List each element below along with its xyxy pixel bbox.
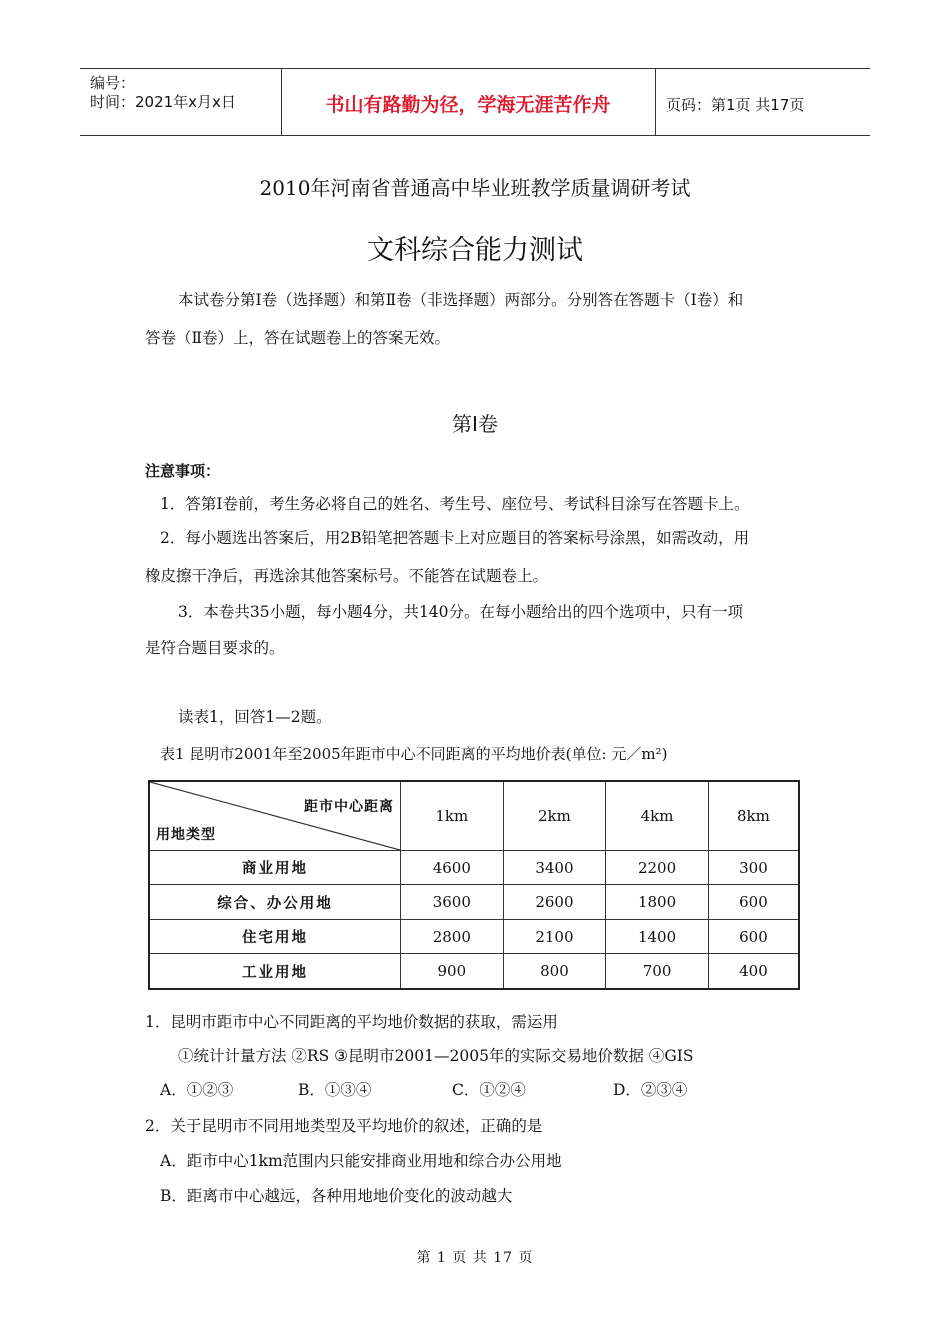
exam-title: 2010年河南省普通高中毕业班教学质量调研考试 — [259, 176, 691, 200]
q1-option-d: D．②③④ — [613, 1081, 688, 1099]
corner-label-landtype: 用地类型 — [156, 827, 216, 843]
table-cell: 3400 — [503, 851, 606, 885]
q1-option-c: C．①②④ — [452, 1081, 526, 1099]
notice-item-2-line-1: 2．每小题选出答案后，用2B铅笔把答题卡上对应题目的答案标号涂黑，如需改动，用 — [160, 529, 750, 547]
notice-item-1: 1．答第Ⅰ卷前，考生务必将自己的姓名、考生号、座位号、考试科目涂写在答题卡上。 — [160, 495, 750, 513]
q2-option-a: A．距市中心1km范围内只能安排商业用地和综合办公用地 — [160, 1152, 562, 1170]
table-row — [149, 954, 799, 989]
notice-item-3-line-2: 是符合题目要求的。 — [145, 639, 285, 657]
header-top-rule — [80, 68, 870, 69]
column-header: 8km — [708, 781, 799, 851]
q1-items: ①统计计量方法 ②RS ③昆明市2001—2005年的实际交易地价数据 ④GIS — [178, 1047, 694, 1065]
volume-title: 第Ⅰ卷 — [452, 412, 498, 436]
header-divider-right — [655, 68, 656, 135]
row-label: 住宅用地 — [149, 919, 401, 953]
row-label: 工业用地 — [149, 954, 401, 989]
table-cell: 2100 — [503, 919, 606, 953]
q2-stem: 2．关于昆明市不同用地类型及平均地价的叙述，正确的是 — [145, 1117, 543, 1135]
table-cell: 900 — [401, 954, 504, 989]
row-label: 综合、办公用地 — [149, 885, 401, 919]
q1-option-b: B．①③④ — [298, 1081, 372, 1099]
q1-stem: 1．昆明市距市中心不同距离的平均地价数据的获取，需运用 — [145, 1013, 558, 1031]
column-header: 2km — [503, 781, 606, 851]
corner-label-distance: 距市中心距离 — [304, 799, 394, 815]
intro-line-1: 本试卷分第Ⅰ卷（选择题）和第Ⅱ卷（非选择题）两部分。分别答在答题卡（Ⅰ卷）和 — [178, 291, 744, 309]
table-cell: 2600 — [503, 885, 606, 919]
intro-line-2: 答卷（Ⅱ卷）上，答在试题卷上的答案无效。 — [145, 329, 451, 347]
table-cell: 2200 — [606, 851, 709, 885]
table-cell: 800 — [503, 954, 606, 989]
table-cell: 2800 — [401, 919, 504, 953]
date-label: 时间：2021年x月x日 — [90, 93, 236, 111]
table-caption: 表1 昆明市2001年至2005年距市中心不同距离的平均地价表(单位: 元／m²) — [160, 745, 668, 763]
table-cell: 700 — [606, 954, 709, 989]
q2-option-b: B．距离市中心越远，各种用地地价变化的波动越大 — [160, 1187, 513, 1205]
row-label: 商业用地 — [149, 851, 401, 885]
notice-title: 注意事项： — [145, 462, 221, 480]
table-cell: 4600 — [401, 851, 504, 885]
subject-title: 文科综合能力测试 — [367, 235, 583, 266]
notice-item-3-line-1: 3．本卷共35小题，每小题4分，共140分。在每小题给出的四个选项中，只有一项 — [178, 603, 744, 621]
notice-item-2-line-2: 橡皮擦干净后，再选涂其他答案标号。不能答在试题卷上。 — [145, 567, 549, 585]
table-header-row — [149, 781, 799, 851]
table-cell: 300 — [708, 851, 799, 885]
land-price-table — [148, 780, 800, 990]
table-cell: 1800 — [606, 885, 709, 919]
table-row — [149, 885, 799, 919]
q1-option-a: A．①②③ — [160, 1081, 234, 1099]
page-info: 页码：第1页 共17页 — [666, 96, 805, 114]
column-header: 1km — [401, 781, 504, 851]
table-row — [149, 919, 799, 953]
table-cell: 600 — [708, 919, 799, 953]
table-row — [149, 851, 799, 885]
motto: 书山有路勤为径，学海无涯苦作舟 — [325, 94, 611, 116]
table-cell: 3600 — [401, 885, 504, 919]
table-corner-cell — [149, 781, 401, 851]
column-header: 4km — [606, 781, 709, 851]
serial-label: 编号： — [90, 74, 136, 92]
instruction: 读表1，回答1—2题。 — [178, 708, 332, 726]
table-cell: 1400 — [606, 919, 709, 953]
page-footer: 第 1 页 共 17 页 — [416, 1250, 534, 1266]
table-cell: 400 — [708, 954, 799, 989]
header-bottom-rule — [80, 135, 870, 136]
table-cell: 600 — [708, 885, 799, 919]
